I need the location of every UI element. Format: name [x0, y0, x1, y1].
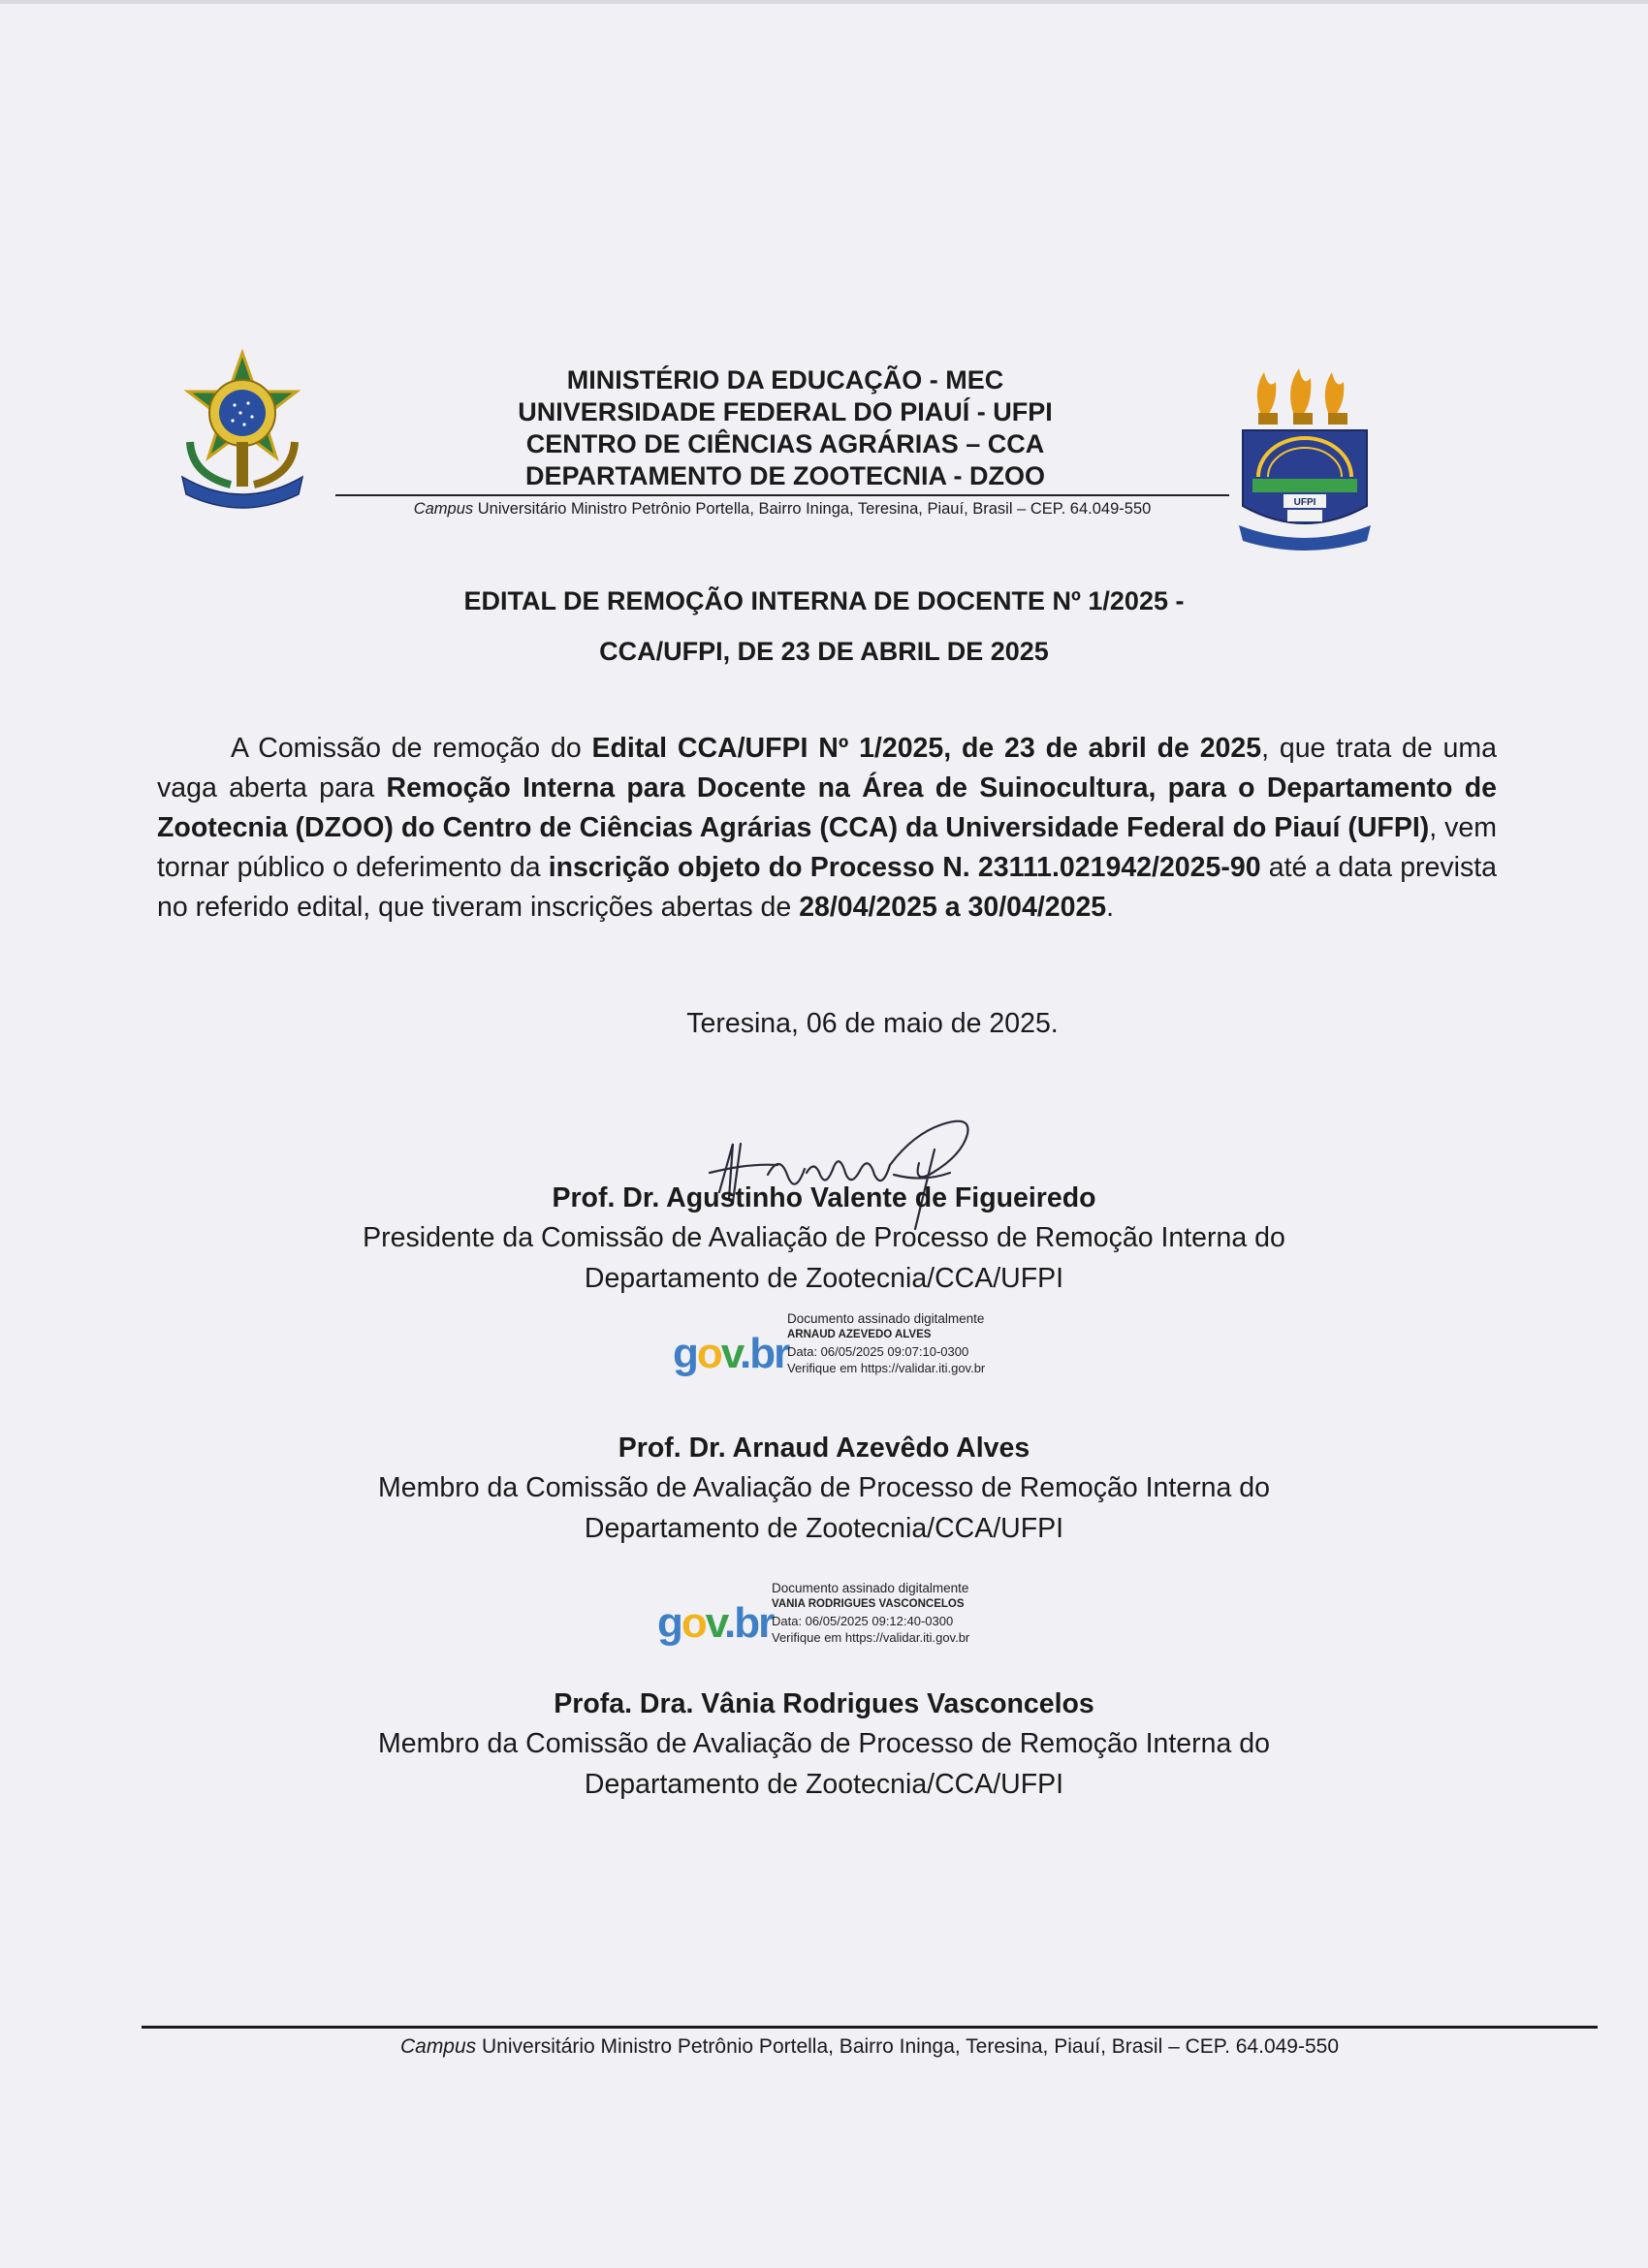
- body-dates: 28/04/2025 a 30/04/2025: [799, 892, 1107, 923]
- footer-address: [142, 2035, 1598, 2059]
- body-text-1: A Comissão de remoção do: [231, 733, 592, 764]
- body-vacancy: Remoção Interna para Docente na Área de Suinocultura, para o Departamento de Zootecnia (DZOO) do Centro de Ciências Agrárias (CCA) da Universidade Federal do Piauí (UFPI): [157, 772, 1497, 843]
- govbr-logo-icon: gov.br: [673, 1330, 789, 1377]
- body-process: inscrição objeto do Processo N. 23111.021942/2025-90: [548, 852, 1261, 883]
- signer-name-1: Prof. Dr. Agustinho Valente de Figueiredo: [552, 1182, 1096, 1213]
- header-address-text: Universitário Ministro Petrônio Portella, Bairro Ininga, Teresina, Piauí, Brasil – CEP. 64.049-550: [473, 500, 1152, 518]
- govbr-stamp-2: [657, 1580, 1064, 1648]
- signer-role-1-line2: Departamento de Zootecnia/CCA/UFPI: [584, 1263, 1064, 1294]
- signer-role-3-line2: Departamento de Zootecnia/CCA/UFPI: [584, 1769, 1064, 1800]
- govbr-stamp-1-heading: Documento assinado digitalmente: [787, 1311, 985, 1326]
- institution-header: [330, 364, 1241, 492]
- signer-role-3-line1: Membro da Comissão de Avaliação de Processo de Remoção Interna do: [378, 1728, 1270, 1759]
- body-text-4: até a data prevista no referido edital, que tiveram inscrições abertas de: [157, 852, 1497, 923]
- header-address-campus: Campus: [413, 500, 474, 518]
- govbr-stamp-1-text: [787, 1310, 985, 1376]
- body-text-2: , que trata de uma vaga aberta para: [157, 733, 1497, 803]
- footer-divider: [142, 2026, 1598, 2029]
- header-divider: [335, 494, 1229, 496]
- signer-role-2-line1: Membro da Comissão de Avaliação de Processo de Remoção Interna do: [378, 1472, 1270, 1503]
- document-title: [291, 576, 1357, 677]
- govbr-stamp-2-date: Data: 06/05/2025 09:12:40-0300: [772, 1614, 954, 1628]
- signature-block-3: [242, 1685, 1406, 1805]
- body-paragraph: [157, 729, 1497, 928]
- signer-role-1-line1: Presidente da Comissão de Avaliação de Processo de Remoção Interna do: [363, 1222, 1285, 1253]
- signature-block-1: [242, 1179, 1406, 1299]
- scan-edge: [0, 0, 1648, 4]
- header-ministry: MINISTÉRIO DA EDUCAÇÃO - MEC: [566, 365, 1004, 394]
- govbr-stamp-1: [673, 1310, 1061, 1378]
- govbr-logo-icon: gov.br: [657, 1599, 774, 1647]
- header-center: CENTRO DE CIÊNCIAS AGRÁRIAS – CCA: [525, 429, 1045, 458]
- header-university: UNIVERSIDADE FEDERAL DO PIAUÍ - UFPI: [518, 397, 1053, 426]
- svg-text:UFPI: UFPI: [1293, 497, 1316, 508]
- govbr-stamp-2-verify: Verifique em https://validar.iti.gov.br: [772, 1630, 970, 1645]
- govbr-stamp-1-verify: Verifique em https://validar.iti.gov.br: [787, 1361, 986, 1375]
- signer-role-2-line2: Departamento de Zootecnia/CCA/UFPI: [584, 1513, 1064, 1544]
- date-line: Teresina, 06 de maio de 2025.: [686, 1008, 1059, 1039]
- document-title-line1: EDITAL DE REMOÇÃO INTERNA DE DOCENTE Nº 1/2025 -: [463, 586, 1185, 615]
- footer-address-campus: Campus: [399, 2035, 477, 2058]
- signer-name-3: Profa. Dra. Vânia Rodrigues Vasconcelos: [554, 1688, 1094, 1719]
- ufpi-logo-icon: [1239, 361, 1371, 560]
- body-text-3: , vem tornar público o deferimento da: [157, 812, 1497, 883]
- body-text-5: .: [1106, 892, 1115, 923]
- coat-of-arms-brazil-icon: [173, 349, 312, 516]
- footer-address-text: Universitário Ministro Petrônio Portella, Bairro Ininga, Teresina, Piauí, Brasil – CEP. 64.049-550: [476, 2035, 1340, 2058]
- document-title-line2: CCA/UFPI, DE 23 DE ABRIL DE 2025: [599, 637, 1049, 666]
- govbr-stamp-1-signer: ARNAUD AZEVEDO ALVES: [787, 1329, 932, 1340]
- govbr-stamp-2-heading: Documento assinado digitalmente: [772, 1581, 969, 1595]
- govbr-stamp-2-text: [772, 1580, 969, 1646]
- signature-block-2: [242, 1429, 1406, 1549]
- header-address: [335, 500, 1229, 519]
- body-edital-ref: Edital CCA/UFPI Nº 1/2025, de 23 de abril de 2025: [591, 733, 1262, 764]
- govbr-stamp-2-signer: VANIA RODRIGUES VASCONCELOS: [772, 1598, 965, 1610]
- signer-name-2: Prof. Dr. Arnaud Azevêdo Alves: [618, 1433, 1030, 1464]
- header-department: DEPARTAMENTO DE ZOOTECNIA - DZOO: [525, 461, 1045, 490]
- govbr-stamp-1-date: Data: 06/05/2025 09:07:10-0300: [787, 1344, 969, 1359]
